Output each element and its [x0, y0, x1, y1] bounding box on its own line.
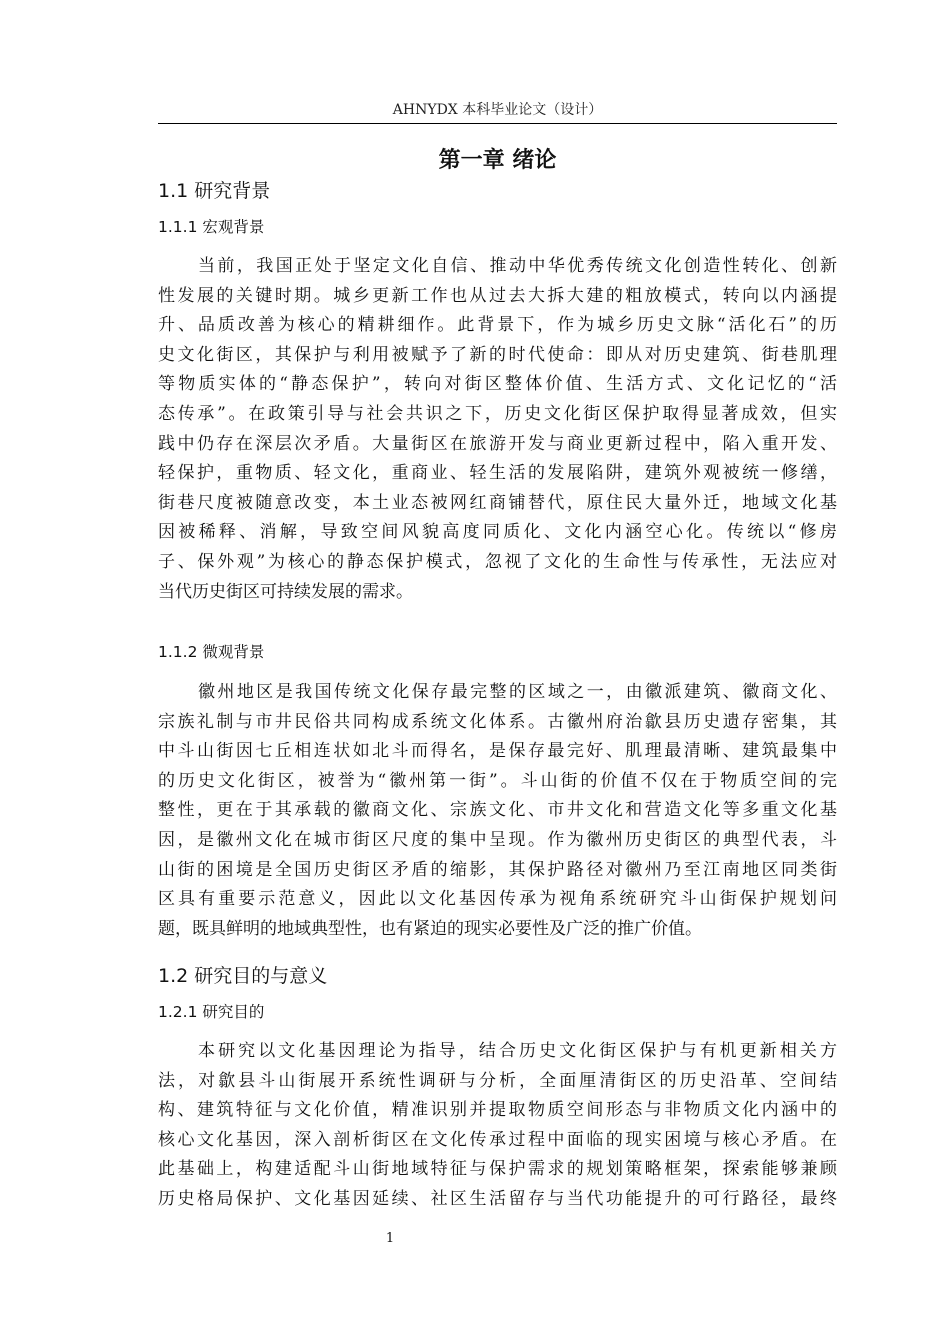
subsection-heading-1-1-1: 1.1.1 宏观背景: [158, 218, 265, 236]
text-line: 当代历史街区可持续发展的需求。: [158, 581, 413, 602]
paragraph-micro-background: [158, 678, 837, 944]
header-rule: [158, 123, 837, 124]
text-line: 宗族礼制与市井民俗共同构成系统文化体系。古徽州府治歙县历史遗存密集，其: [158, 711, 837, 732]
text-line: 子、保外观”为核心的静态保护模式，忽视了文化的生命性与传承性，无法应对: [158, 551, 837, 572]
text-line: 中斗山街因七丘相连状如北斗而得名，是保存最完好、肌理最清晰、建筑最集中: [158, 741, 837, 762]
text-line: 山街的困境是全国历史街区矛盾的缩影，其保护路径对徽州乃至江南地区同类街: [158, 859, 837, 880]
chapter-title: 第一章 绪论: [438, 148, 557, 173]
text-line: 街巷尺度被随意改变，本土业态被网红商铺替代，原住民大量外迁，地域文化基: [158, 492, 837, 513]
page-header: AHNYDX 本科毕业论文（设计）: [392, 102, 603, 118]
subsection-heading-1-1-2: 1.1.2 微观背景: [158, 643, 265, 661]
page-number: 1: [385, 1231, 395, 1246]
text-line: 史文化街区，其保护与利用被赋予了新的时代使命：即从对历史建筑、街巷肌理: [158, 344, 837, 365]
text-line: 法，对歙县斗山街展开系统性调研与分析，全面厘清街区的历史沿革、空间结: [158, 1070, 837, 1091]
text-line: 态传承”。在政策引导与社会共识之下，历史文化街区保护取得显著成效，但实: [158, 403, 837, 424]
text-line: 升、品质改善为核心的精耕细作。此背景下，作为城乡历史文脉“活化石”的历: [158, 315, 837, 336]
text-line: 因被稀释、消解，导致空间风貌高度同质化、文化内涵空心化。传统以“修房: [158, 522, 837, 543]
text-line: 徽州地区是我国传统文化保存最完整的区域之一，由徽派建筑、徽商文化、: [198, 682, 837, 702]
text-line: 题，既具鲜明的地域典型性，也有紧迫的现实必要性及广泛的推广价值。: [158, 918, 702, 939]
text-line: 区具有重要示范意义，因此以文化基因传承为视角系统研究斗山街保护规划问: [158, 889, 837, 910]
paragraph-research-purpose: [158, 1037, 837, 1215]
text-line: 的历史文化街区，被誉为“徽州第一街”。斗山街的价值不仅在于物质空间的完: [158, 770, 837, 791]
text-line: 整性，更在于其承载的徽商文化、宗族文化、市井文化和营造文化等多重文化基: [158, 800, 837, 821]
text-line: 践中仍存在深层次矛盾。大量街区在旅游开发与商业更新过程中，陷入重开发、: [158, 433, 837, 454]
text-line: 等物质实体的“静态保护”，转向对街区整体价值、生活方式、文化记忆的“活: [158, 374, 837, 395]
section-heading-1-2: 1.2 研究目的与意义: [158, 965, 328, 987]
text-line: 本研究以文化基因理论为指导，结合历史文化街区保护与有机更新相关方: [198, 1041, 837, 1061]
text-line: 轻保护，重物质、轻文化，重商业、轻生活的发展陷阱，建筑外观被统一修缮，: [158, 463, 837, 484]
paragraph-macro-background: [158, 252, 837, 607]
section-heading-1-1: 1.1 研究背景: [158, 180, 271, 202]
text-line: 历史格局保护、文化基因延续、社区生活留存与当代功能提升的可行路径，最终: [158, 1188, 837, 1209]
text-line: 构、建筑特征与文化价值，精准识别并提取物质空间形态与非物质文化内涵中的: [158, 1100, 837, 1121]
text-line: 核心文化基因，深入剖析街区在文化传承过程中面临的现实困境与核心矛盾。在: [158, 1129, 837, 1150]
subsection-heading-1-2-1: 1.2.1 研究目的: [158, 1003, 265, 1021]
text-line: 因，是徽州文化在城市街区尺度的集中呈现。作为徽州历史街区的典型代表，斗: [158, 829, 837, 850]
text-line: 此基础上，构建适配斗山街地域特征与保护需求的规划策略框架，探索能够兼顾: [158, 1159, 837, 1180]
text-line: 当前，我国正处于坚定文化自信、推动中华优秀传统文化创造性转化、创新: [198, 256, 837, 276]
text-line: 性发展的关键时期。城乡更新工作也从过去大拆大建的粗放模式，转向以内涵提: [158, 285, 837, 306]
